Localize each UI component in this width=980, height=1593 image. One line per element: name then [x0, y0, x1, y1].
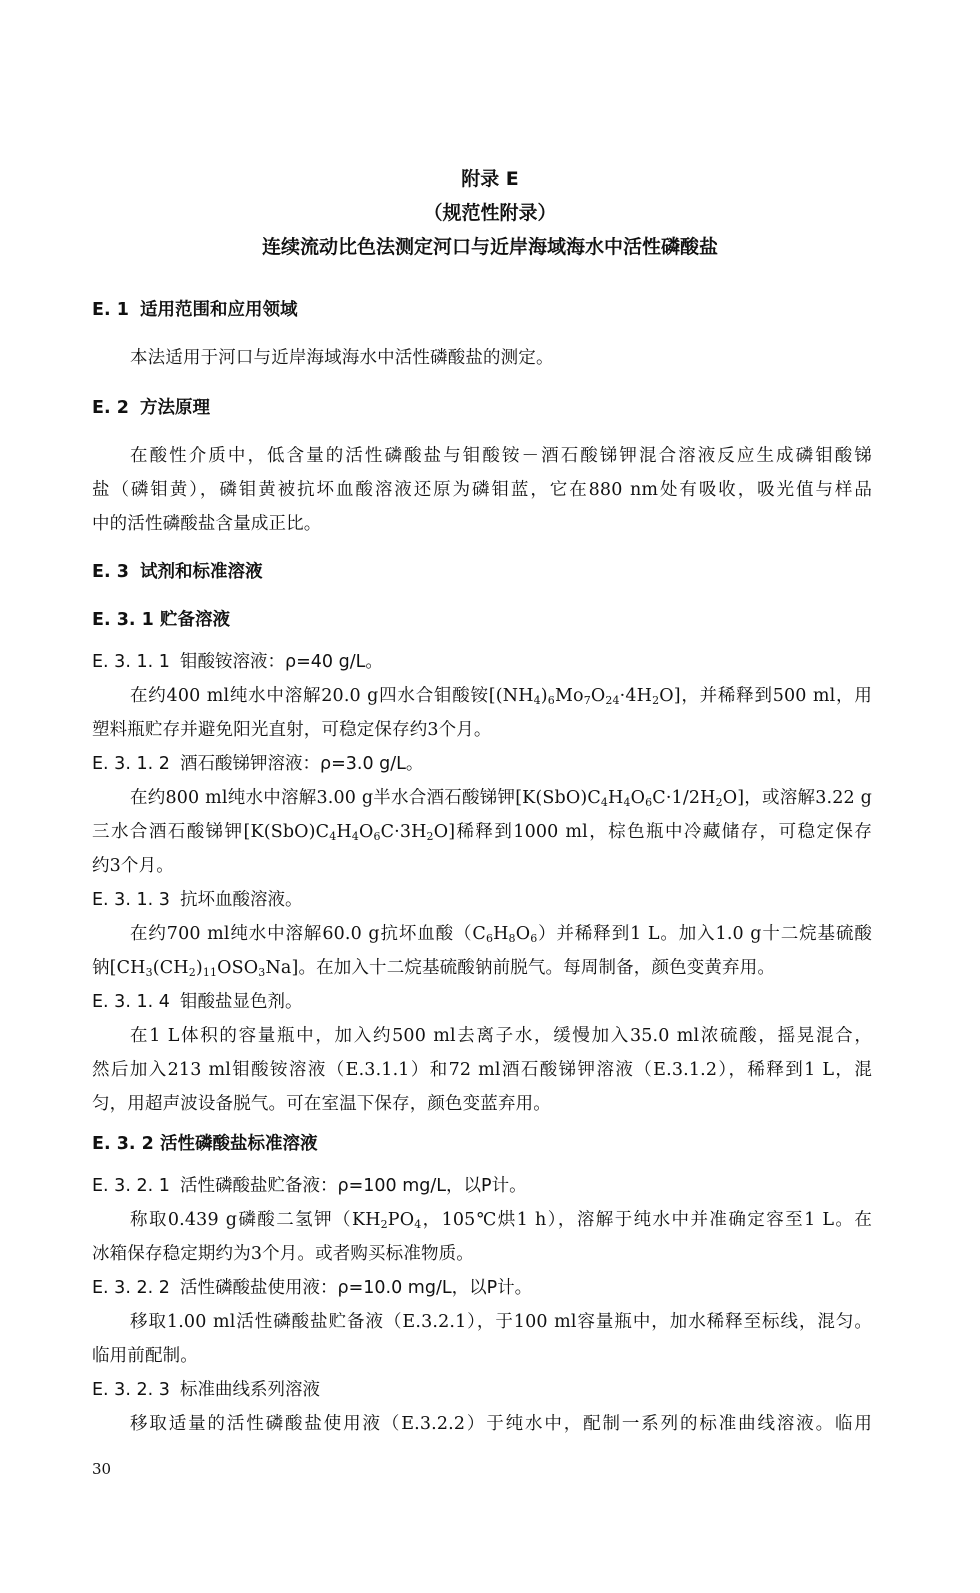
- appendix-label: 附录 E: [461, 168, 519, 190]
- section-title: 贮备溶液: [160, 610, 230, 630]
- section-number: E. 3. 2: [92, 1134, 154, 1154]
- paragraph-line: 临用前配制。: [92, 1346, 198, 1366]
- paragraph-line: 然后加入213 ml钼酸铵溶液（E.3.1.1）和72 ml酒石酸锑钾溶液（E.3.1.2），稀释到1 L，混: [92, 1060, 872, 1080]
- section-number: E. 3: [92, 562, 129, 582]
- section-heading-e322: [92, 1274, 532, 1299]
- appendix-type: （规范性附录）: [423, 202, 557, 224]
- section-title: 活性磷酸盐贮备液：ρ=100 mg/L，以P计。: [180, 1176, 527, 1196]
- section-number: E. 3. 2. 3: [92, 1380, 170, 1400]
- paragraph-line: 在约800 ml纯水中溶解3.00 g半水合酒石酸锑钾$[K(SbO)C_4H_4O_6C\cdot 1/2H_2O]$，或溶解3.22 g: [130, 788, 872, 809]
- section-heading-e2: [92, 394, 210, 419]
- paragraph-line: 冰箱保存稳定期约为3个月。或者购买标准物质。: [92, 1244, 474, 1264]
- section-title: 试剂和标准溶液: [140, 562, 263, 582]
- section-heading-e311: [92, 648, 383, 673]
- paragraph-line: 三水合酒石酸锑钾$[K(SbO)C_4H_4O_6C\cdot 3H_2O]$稀释到1000 ml，棕色瓶中冷藏储存，可稳定保存: [92, 822, 872, 843]
- paragraph-line: 移取适量的活性磷酸盐使用液（E.3.2.2）于纯水中，配制一系列的标准曲线溶液。临用: [130, 1414, 872, 1434]
- section-heading-e32: [92, 1130, 318, 1155]
- paragraph-line: 盐（磷钼黄），磷钼黄被抗坏血酸溶液还原为磷钼蓝，它在880 nm处有吸收，吸光值与样品: [92, 480, 872, 500]
- section-heading-e313: [92, 886, 303, 911]
- section-title: 钼酸铵溶液：ρ=40 g/L。: [180, 652, 383, 672]
- appendix-title: 连续流动比色法测定河口与近岸海域海水中活性磷酸盐: [261, 236, 718, 258]
- section-number: E. 3. 1. 1: [92, 652, 170, 672]
- section-title: 标准曲线系列溶液: [180, 1380, 320, 1400]
- section-title: 钼酸盐显色剂。: [180, 992, 303, 1012]
- section-number: E. 3. 2. 1: [92, 1176, 170, 1196]
- paragraph-line: 匀，用超声波设备脱气。可在室温下保存，颜色变蓝弃用。: [92, 1094, 551, 1114]
- section-title: 方法原理: [140, 398, 210, 418]
- section-number: E. 3. 1. 2: [92, 754, 170, 774]
- section-title: 抗坏血酸溶液。: [180, 890, 303, 910]
- section-number: E. 2: [92, 398, 129, 418]
- section-number: E. 1: [92, 300, 129, 320]
- paragraph-line: 在约400 ml纯水中溶解20.0 g四水合钼酸铵$[(NH_4)_6Mo_7O_{24}\cdot 4H_2O]$，并稀释到500 ml，用: [130, 686, 872, 707]
- section-heading-e321: [92, 1172, 527, 1197]
- page-number: 30: [92, 1460, 112, 1478]
- section-title: 活性磷酸盐标准溶液: [160, 1134, 318, 1154]
- section-heading-e312: [92, 750, 423, 775]
- paragraph-line: 在约700 ml纯水中溶解60.0 g抗坏血酸$(C_6H_8O_6)$并稀释到1 L。加入1.0 g十二烷基硫酸: [130, 924, 872, 945]
- section-number: E. 3. 1. 4: [92, 992, 170, 1012]
- section-heading-e3: [92, 558, 263, 583]
- section-number: E. 3. 1. 3: [92, 890, 170, 910]
- paragraph-line: 称取0.439 g磷酸二氢钾（$KH_2PO_4$，105℃烘1 h），溶解于纯水中并准确定容至1 L。在: [130, 1210, 873, 1231]
- section-heading-e31: [92, 606, 230, 631]
- paragraph-line: 在1 L体积的容量瓶中，加入约500 ml去离子水，缓慢加入35.0 ml浓硫酸，摇晃混合，: [130, 1026, 872, 1046]
- section-number: E. 3. 2. 2: [92, 1278, 170, 1298]
- paragraph-line: 移取1.00 ml活性磷酸盐贮备液（E.3.2.1），于100 ml容量瓶中，加水稀释至标线，混匀。: [130, 1312, 872, 1332]
- section-number: E. 3. 1: [92, 610, 154, 630]
- paragraph-line: 塑料瓶贮存并避免阳光直射，可稳定保存约3个月。: [92, 720, 492, 740]
- paragraph-line: 中的活性磷酸盐含量成正比。: [92, 514, 322, 534]
- section-heading-e1: [92, 296, 298, 321]
- section-title: 适用范围和应用领域: [140, 300, 298, 320]
- section-heading-e323: [92, 1376, 320, 1401]
- section-title: 酒石酸锑钾溶液：ρ=3.0 g/L。: [180, 754, 424, 774]
- section-heading-e314: [92, 988, 303, 1013]
- paragraph-line: 约3个月。: [92, 856, 174, 876]
- paragraph-line: 在酸性介质中，低含量的活性磷酸盐与钼酸铵－酒石酸锑钾混合溶液反应生成磷钼酸锑: [130, 446, 872, 466]
- paragraph-line: 本法适用于河口与近岸海域海水中活性磷酸盐的测定。: [130, 348, 554, 368]
- section-title: 活性磷酸盐使用液：ρ=10.0 mg/L，以P计。: [180, 1278, 533, 1298]
- paragraph-line: 钠$[CH_3(CH_2)_{11}OSO_3Na]$。在加入十二烷基硫酸钠前脱气。每周制备，颜色变黄弃用。: [92, 958, 776, 979]
